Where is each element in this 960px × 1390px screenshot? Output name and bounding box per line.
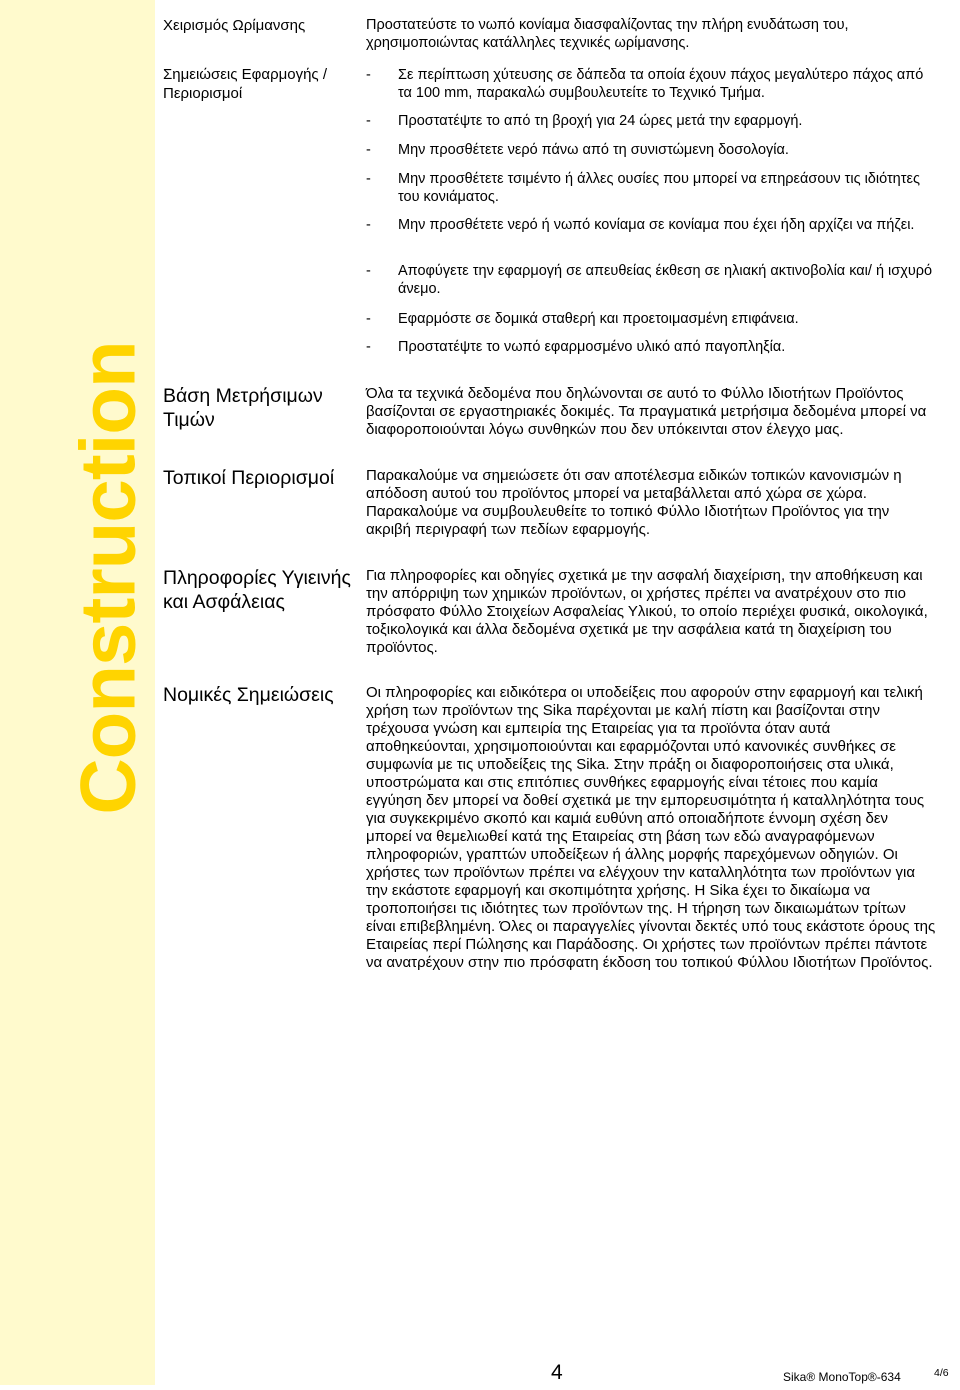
list-item <box>366 67 936 102</box>
sidebar-band <box>0 0 155 1385</box>
measured-values-label: Βάση Μετρήσιμων Τιμών <box>163 385 323 431</box>
list-item-text: Εφαρμόστε σε δομικά σταθερή και προετοιμασμένη επιφάνεια. <box>398 311 799 327</box>
list-item <box>366 311 936 329</box>
bullet-dash: - <box>366 171 371 187</box>
list-item <box>366 217 936 235</box>
bullet-dash: - <box>366 142 371 158</box>
local-restrictions-label: Τοπικοί Περιορισμοί <box>163 467 335 489</box>
curing-label: Χειρισμός Ωρίμανσης <box>163 17 306 34</box>
list-item-text: Μην προσθέτετε νερό ή νωπό κονίαμα σε κονίαμα που έχει ήδη αρχίζει να πήζει. <box>398 217 915 233</box>
bullet-dash: - <box>366 339 371 355</box>
bullet-dash: - <box>366 311 371 327</box>
bullet-dash: - <box>366 263 371 279</box>
list-item-text: Σε περίπτωση χύτευσης σε δάπεδα τα οποία έχουν πάχος μεγαλύτερο πάχος από τα 100 mm, παρακαλώ συμβουλευτείτε το Τεχνικό Τμήμα. <box>398 67 924 101</box>
list-item-text: Μην προσθέτετε νερό πάνω από τη συνιστώμενη δοσολογία. <box>398 142 789 158</box>
list-item <box>366 113 936 131</box>
list-item-text: Μην προσθέτετε τσιμέντο ή άλλες ουσίες που μπορεί να επηρεάσουν τις ιδιότητες του κονιάματος. <box>398 171 920 205</box>
legal-notes-text: Οι πληροφορίες και ειδικότερα οι υποδείξεις που αφορούν στην εφαρμογή και τελική χρήση των προϊόντων της Sika παρέχονται με καλή πίστη και βασίζονται στην τρέχουσα γνώση και εμπειρία της Εταιρείας για τα προϊόντα όταν αυτά αποθηκεύονται, χρησιμοποιούνται και εφαρμόζονται υπό κανονικές συνθήκες σε συμφωνία με τις υποδείξεις της Sika. Στην πράξη οι διαφοροποιήσεις στα υλικά, υποστρώματα και στις επιτόπιες συνθήκες εφαρμογής είναι τέτοιες που καμία εγγύηση δεν μπορεί να δοθεί σχετικά με την εμπορευσιμότητα ή καταλληλότητα τους για συγκεκριμένο σκοπό και καμιά ευθύνη από οποιαδήποτε έννομη σχέση δεν μπορεί να θεμελιωθεί κατά της Εταιρείας στη βάση των εδώ αναγραφόμενων πληροφοριών, γραπτών υποδείξεων ή άλλης μορφής παρεχόμενων οδηγιών. Οι χρήστες των προϊόντων πρέπει να ελέγχουν την καταλληλότητα των προϊόντων για την εκάστοτε εφαρμογή και σκοπιμότητα χρήσης. Η Sika έχει το δικαίωμα να τροποποιήσει τις ιδιότητες των προϊόντων της. Η τήρηση των δικαιωμάτων τρίτων είναι επιβεβλημένη. Όλες οι παραγγελίες γίνονται δεκτές υπό τους εκάστοτε όρους της Εταιρείας περί Πώλησης και Παράδοσης. Οι χρήστες των προϊόντων πρέπει πάντοτε να ανατρέχουν στην πιο πρόσφατη έκδοση του τοπικού Φύλλου Ιδιοτήτων Προϊόντος. <box>366 684 936 971</box>
local-restrictions-text: Παρακαλούμε να σημειώσετε ότι σαν αποτέλεσμα ειδικών τοπικών κανονισμών η απόδοση αυτού του προϊόντος μπορεί να μεταβάλλεται από χώρα σε χώρα. Παρακαλούμε να συμβουλευθείτε το τοπικό Φύλλο Ιδιοτήτων Προϊόντος για την ακριβή περιγραφή των πεδίων εφαρμογής. <box>366 467 902 538</box>
list-item <box>366 142 936 160</box>
list-item-text: Αποφύγετε την εφαρμογή σε απευθείας έκθεση σε ηλιακή ακτινοβολία και/ ή ισχυρό άνεμο. <box>398 263 933 297</box>
bullet-dash: - <box>366 67 371 83</box>
measured-values-text: Όλα τα τεχνικά δεδομένα που δηλώνονται σε αυτό το Φύλλο Ιδιοτήτων Προϊόντος βασίζονται σε εργαστηριακές δοκιμές. Τα πραγματικά μετρήσιμα δεδομένα μπορεί να διαφοροποιούνται λόγω συνθηκών που δεν υπόκεινται στον έλεγχο μας. <box>366 385 927 438</box>
list-item-text: Προστατέψτε το από τη βροχή για 24 ώρες μετά την εφαρμογή. <box>398 113 803 129</box>
footer-product-name: Sika® MonoTop®-634 <box>783 1370 901 1384</box>
health-safety-label: Πληροφορίες Υγιεινής και Ασφάλειας <box>163 567 351 613</box>
bullet-dash: - <box>366 217 371 233</box>
list-item <box>366 339 936 357</box>
footer-page-number: 4 <box>551 1361 563 1384</box>
curing-text: Προστατεύστε το νωπό κονίαμα διασφαλίζοντας την πλήρη ενυδάτωση του, χρησιμοποιώντας κατάλληλες τεχνικές ωρίμανσης. <box>366 17 849 51</box>
list-item-text: Προστατέψτε το νωπό εφαρμοσμένο υλικό από παγοπληξία. <box>398 339 786 355</box>
application-notes-label: Σημειώσεις Εφαρμογής / Περιορισμοί <box>163 66 327 102</box>
construction-watermark: Construction <box>63 341 152 815</box>
health-safety-text: Για πληροφορίες και οδηγίες σχετικά με την ασφαλή διαχείριση, την αποθήκευση και την απόρριψη των χημικών προϊόντων, οι χρήστες πρέπει να ανατρέχουν στο πιο πρόσφατο Φύλλο Στοιχείων Ασφαλείας Υλικού, το οποίο περιέχει φυσικά, οικολογικά, τοξικολογικά και άλλα δεδομένα σχετικά με την ασφάλεια κατά τη διαχείριση του προϊόντος. <box>366 567 928 656</box>
legal-notes-label: Νομικές Σημειώσεις <box>163 684 334 706</box>
list-item <box>366 263 936 298</box>
footer-page-of: 4/6 <box>934 1367 949 1379</box>
list-item <box>366 171 936 206</box>
bullet-dash: - <box>366 113 371 129</box>
